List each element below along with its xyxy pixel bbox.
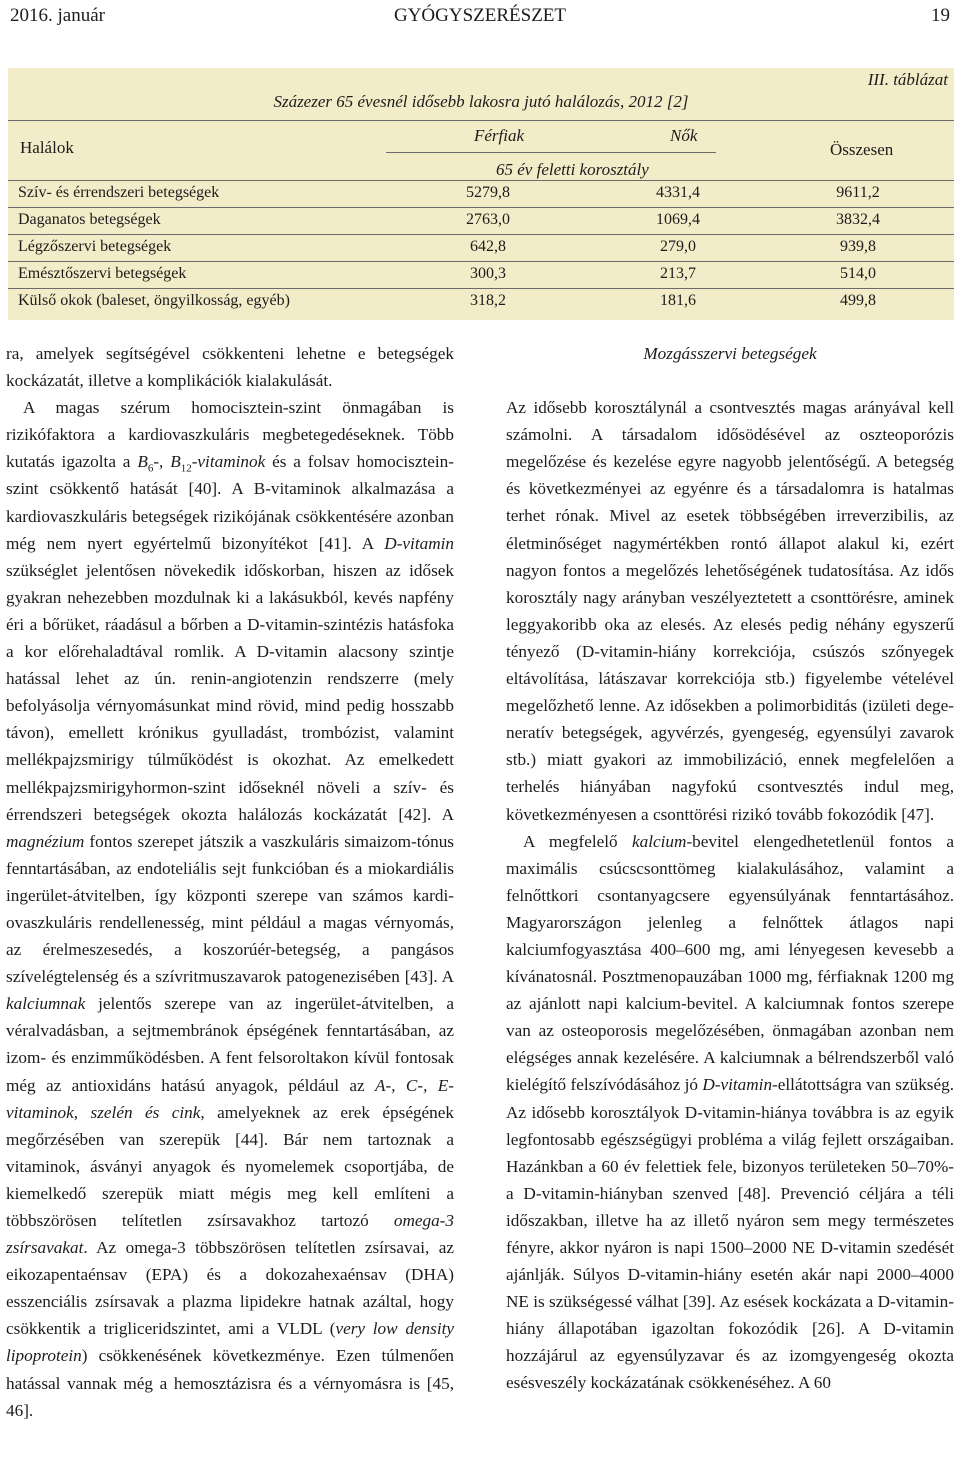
header-date: 2016. január [10, 5, 105, 26]
men-cell: 2763,0 [466, 211, 510, 228]
women-cell: 1069,4 [656, 211, 700, 228]
total-cell: 3832,4 [836, 211, 880, 228]
header-women: Nők [670, 126, 698, 145]
section-heading: Mozgásszervi betegségek [643, 344, 817, 363]
table-label: III. táblázat [867, 70, 948, 89]
paragraph: ra, amelyek segítségével csökkenteni lehetne e betegségek kockázatát, illetve a komplikációk kialakulását. [6, 344, 454, 391]
table-row [8, 181, 954, 207]
header-journal: GYÓGYSZERÉSZET [393, 5, 567, 26]
total-cell: 939,8 [840, 238, 876, 255]
men-cell: 318,2 [470, 292, 506, 309]
total-cell: 514,0 [840, 265, 876, 282]
header-age-group: 65 év feletti korosztály [496, 160, 649, 179]
cause-cell: Szív- és érrendszeri betegségek [18, 184, 220, 201]
men-cell: 642,8 [470, 238, 506, 255]
table-rule [8, 120, 954, 121]
cause-cell: Légzőszervi betegségek [18, 238, 172, 255]
women-cell: 181,6 [660, 292, 696, 309]
cause-cell: Daganatos betegségek [18, 211, 161, 228]
table-title: Százezer 65 évesnél idősebb lakosra jutó halálozás, 2012 [2] [273, 92, 689, 111]
total-cell: 499,8 [840, 292, 876, 309]
page-header [0, 0, 960, 30]
table-rule-sub [386, 152, 716, 153]
right-column [506, 340, 954, 1397]
men-cell: 300,3 [470, 265, 506, 282]
cause-cell: Emésztőszervi betegségek [18, 265, 187, 282]
header-men: Férfiak [474, 126, 525, 145]
total-cell: 9611,2 [836, 184, 880, 201]
women-cell: 279,0 [660, 238, 696, 255]
women-cell: 4331,4 [656, 184, 700, 201]
table-row [8, 208, 954, 234]
page-number: 19 [931, 5, 950, 26]
men-cell: 5279,8 [466, 184, 510, 201]
paragraph: Az idősebb korosztálynál a csontvesztés magas arányával kell számolni. A társadalom idősödésével az oszteoporózis megelőzése és kezelése egyre nagyobb jelentőségű. A betegség és következményei az egyénre és a társadalomra is hatalmas terhet rónak. Mivel az esetek többségében irreverzibilis, az életminőséget nagymértékben rontó állapot alakul ki, ezért nagyon fontos a megelőzés lehetőségének tudatosítása. Az idős korosztály nagy arányban veszélyeztetett a csonttörésre, aminek leggyakoribb oka az elesés. Az elesés pedig néhány egyszerű tényező (D-vitamin-hiány korrekciója, csúszós szőnyegek eltávolítása, látászavar korrekciója stb.) figyelembe vételével megelőzhető lenne. Az idősekben a polimorbiditás (izületi degeneratív betegségek, agyvérzés, gyengeség, egyensúlyi zavarok stb.) miatt gyakori az immobilizáció, ennek megfelelően a terhelés hiányában nagyfokú csontvesztés indul meg, következményesen a csonttörési rizikó tovább fokozódik [47]. [506, 398, 954, 824]
mortality-table [8, 68, 954, 320]
table-row [8, 289, 954, 315]
table-row [8, 235, 954, 261]
paragraph: A magas szérum homocisztein-szint önmagában is rizikófaktora a kardiovaszkuláris megbetegedéseknek. Több kutatás igazolta a $B_6-$, $B_{12}$-vitaminok és a folsav homocisztein-szint csökkentő hatását [40]. A B-vitaminok alkalmazása a kardiovaszkuláris betegségek rizikójának csökkentésére azonban még nem nyert egyértelmű bizonyítékot [41]. A D-vitamin szükséglet jelentősen növekedik időskorban, hiszen az idősek gyakran nehezebben mozdulnak ki a lakásukból, kevés napfény éri a bőrüket, ráadásul a bőrben a D-vitamin-szintézis hatásfoka a kor előrehaladtával romlik. A D-vitamin alacsony szintje hatással lehet az ún. renin-angiotenzin rendszerre (mely befolyásolja vérnyomásunkat mind rövid, mind pedig hosszabb távon), emellett krónikus gyulladást, trombózist, valamint mellékpajzsmirigy túlműködést is okozhat. Az emelkedett mellékpajzsmirigyhormon-szint időseknél növeli a szív- és érrendszeri betegségek okozta halálozás kockázatát [42]. A magnézium fontos szerepet játszik a vaszkuláris simaizom-tónus fenntartásában, az endoteliális sejt funkcióban és a miokardiális ingerület-átvitelben, így központi szerepe van számos kardiovaszkuláris rendellenesség, mint például a magas vérnyomás, az érelmeszesedés, a koszorúér-betegség, a pangásos szívelégtelenség és a szívritmuszavarok patogenezisében [43]. A kalciumnak jelentős szerepe van az ingerület-átvitelben, a véralvadásban, a sejtmembránok épségének fenntartásában, az izom- és enzimműködésben. A fent felsoroltakon kívül fontosak még az antioxidáns hatású anyagok, például az A-, C-, E-vitaminok, szelén és cink, amelyeknek az erek épségének megőrzésében van szerepük [44]. Bár nem tartoznak a vitaminok, ásványi anyagok és nyomelemek csoportjába, de kiemelkedő szerepük miatt mégis meg kell említeni a többszörösen telítetlen zsírsavakhoz tartozó omega-3 zsírsavakat. Az omega-3 többszörösen telítetlen zsírsavai, az eikozapentaénsav (EPA) és a dokozahexaénsav (DHA) esszenciális zsírsavak a plazma lipidekre hatnak azáltal, hogy csökkentik a trigliceridszintet, ami a VLDL (very low density lipoprotein) csökkenésének következménye. Ezen túlmenően hatással vannak még a hemosztázisra és a vérnyomásra is [45, 46]. [6, 398, 454, 1420]
header-cause: Halálok [20, 138, 74, 157]
women-cell: 213,7 [660, 265, 696, 282]
table-row [8, 262, 954, 288]
left-column [6, 340, 454, 1424]
paragraph: A megfelelő kalcium-bevitel elengedhetetlenül fontos a maximális csúcscsonttömeg kialakulásához, valamint a felnőttkori csontanyagcsere egyensúlyának fenntartásához. Magyarországon jelenleg a felnőttek átlagos napi kalciumfogyasztása 400–600 mg, ami lényegesen kevesebb a kívánatosnál. Posztmenopauzában 1000 mg, férfiaknak 1200 mg az ajánlott napi kalcium-bevitel. A kalciumnak fontos szerepe van az osteoporosis megelőzésében, önmagában azonban nem elégséges annak kezelésére. A kalciumnak a bélrendszerből való kielégítő felszívódásához jó D-vitamin-ellátottságra van szükség. Az idősebb korosztályok D-vitamin-hiánya továbbra is az egyik legfontosabb egészségügyi probléma a világ fejlett országaiban. Hazánkban a 60 év felettiek fele, bizonyos területeken 50–70%-a D-vitamin-hiányban szenved [48]. Prevenció céljára a téli időszakban, illetve ha az illető nyáron sem megy természetes fényre, akkor nyáron is napi 1500–2000 NE D-vitamin szedését ajánlják. Súlyos D-vitamin-hiány esetén akár napi 2000–4000 NE is szükségessé válhat [39]. Az esések kockázata a D-vitamin-hiány állapotában igazoltan fokozódik [26]. A D-vitamin hozzájárul az egyensúlyzavar és az izomgyengeség okozta esésveszély kockázatának csökkenéséhez. A 60 [506, 831, 954, 1393]
header-total: Összesen [830, 140, 894, 159]
cause-cell: Külső okok (baleset, öngyilkosság, egyéb) [18, 292, 290, 309]
